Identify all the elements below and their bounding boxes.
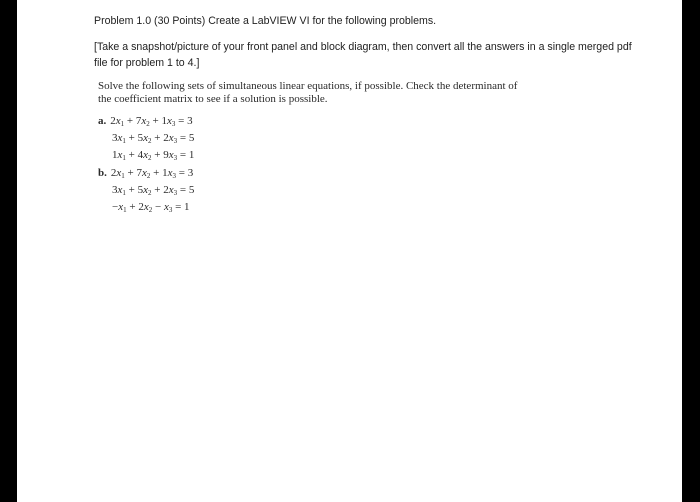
coef: 2 (138, 201, 144, 213)
op: + (128, 184, 135, 196)
op: + (154, 149, 161, 161)
coef: 2 (110, 167, 117, 179)
op: + (153, 167, 160, 179)
coef: 4 (137, 149, 144, 161)
coef: 7 (135, 115, 142, 127)
problem-instructions: [Take a snapshot/picture of your front panel and block diagram, then convert all the answers in a single merged pdf file for problem 1 to 4.] (94, 41, 632, 69)
op: + (126, 115, 134, 127)
coef: 5 (137, 132, 144, 144)
op: + (127, 167, 134, 179)
equation-b2: $3x_1 + 5x_2 + 2x_3 = 5$ (112, 184, 195, 197)
coef: 1 (161, 115, 167, 127)
coef: 5 (137, 184, 144, 196)
rhs: 5 (188, 184, 195, 196)
equation-a1: a. $2x_1 + 7x_2 + 1x_3 = 3$ (98, 115, 193, 128)
op: + (154, 132, 161, 144)
rhs: 1 (184, 201, 190, 213)
question-intro: Solve the following sets of simultaneous linear equations, if possible. Check the determinant of the coefficient matrix to see if a solution is possible. (98, 80, 518, 105)
op: + (128, 132, 135, 144)
document-page (17, 0, 682, 502)
equation-a3: $1x_1 + 4x_2 + 9x_3 = 1$ (112, 149, 195, 162)
coef: 2 (163, 184, 169, 196)
coef: 3 (112, 132, 118, 144)
op: + (129, 201, 136, 213)
coef: 2 (163, 132, 169, 144)
equation-b3: $-x_1 + 2x_2 - x_3 = 1$ (112, 201, 190, 214)
coef: 7 (136, 167, 142, 179)
part-label-a: a. (98, 115, 107, 127)
op: − (154, 201, 162, 213)
op: + (152, 115, 159, 127)
problem-title: Problem 1.0 (30 Points) Create a LabVIEW VI for the following problems. (94, 15, 437, 27)
op: + (128, 149, 135, 161)
coef: − (112, 201, 119, 213)
rhs: 5 (188, 132, 195, 144)
rhs: 1 (188, 149, 195, 161)
coef: 9 (163, 149, 169, 161)
rhs: 3 (187, 167, 194, 179)
equation-b1: b. $2x_1 + 7x_2 + 1x_3 = 3$ (98, 167, 194, 180)
coef: 2 (110, 115, 116, 127)
rhs: 3 (187, 115, 193, 127)
coef: 3 (112, 184, 118, 196)
coef: 1 (162, 167, 168, 179)
coef: 1 (112, 149, 118, 161)
part-label-b: b. (98, 167, 107, 179)
equation-a2: $3x_1 + 5x_2 + 2x_3 = 5$ (112, 132, 195, 145)
op: + (154, 184, 161, 196)
